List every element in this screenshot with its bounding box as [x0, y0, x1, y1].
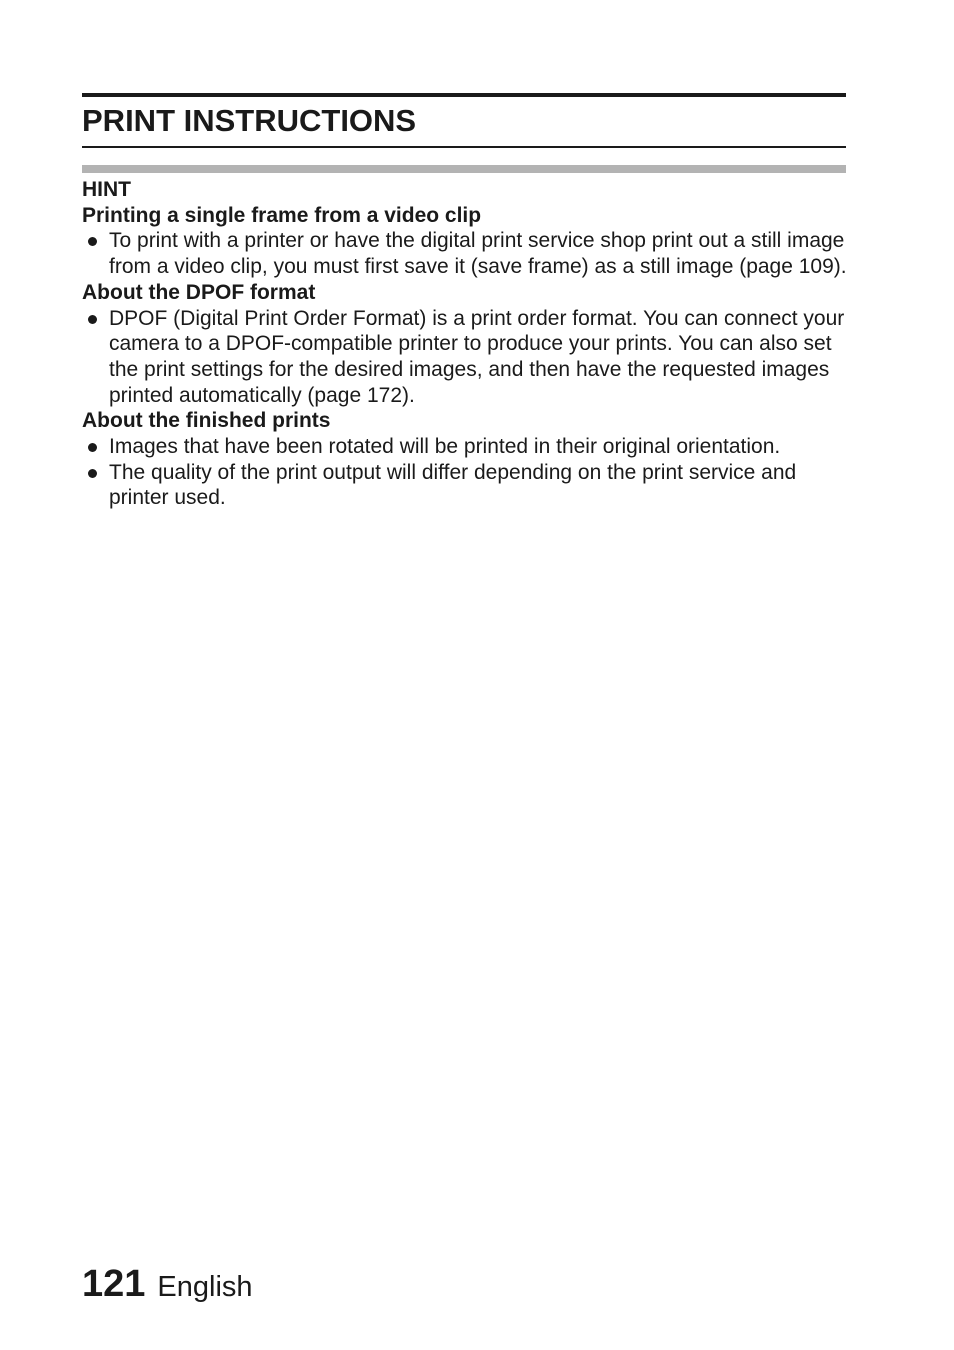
bullet-icon [88, 315, 97, 324]
bullet-icon [88, 237, 97, 246]
language-label: English [157, 1271, 253, 1303]
list-item [82, 460, 852, 511]
bullet-text: To print with a printer or have the digital print service shop print out a still image from a video clip, you must first save it (save frame) as a still image (page 109). [109, 229, 847, 279]
hint-section [82, 177, 852, 511]
list-item [82, 228, 852, 279]
hint-divider-bar [82, 165, 846, 173]
section-heading-finished-prints: About the finished prints [82, 409, 331, 433]
bullet-list-finished-prints [82, 434, 852, 511]
list-item [82, 434, 852, 460]
bullet-icon [88, 443, 97, 452]
page-title: PRINT INSTRUCTIONS [82, 103, 417, 138]
section-heading-video-frame: Printing a single frame from a video clip [82, 203, 482, 227]
title-rule-top [82, 93, 846, 97]
page-number: 121 [82, 1263, 146, 1305]
bullet-icon [88, 469, 97, 478]
bullet-text: Images that have been rotated will be printed in their original orientation. [109, 435, 781, 459]
list-item [82, 306, 852, 409]
hint-label: HINT [82, 178, 131, 201]
bullet-text: DPOF (Digital Print Order Format) is a print order format. You can connect your camera to a DPOF-compatible printer to produce your prints. You can also set the print settings for the desired images, and then have the requested images printed automatically (page 172). [109, 306, 845, 407]
title-rule-bottom [82, 146, 846, 148]
bullet-list-video-frame [82, 228, 852, 279]
bullet-text: The quality of the print output will differ depending on the print service and printer used. [109, 460, 797, 510]
bullet-list-dpof [82, 306, 852, 409]
page-footer [82, 1262, 253, 1309]
section-heading-dpof: About the DPOF format [82, 280, 316, 304]
